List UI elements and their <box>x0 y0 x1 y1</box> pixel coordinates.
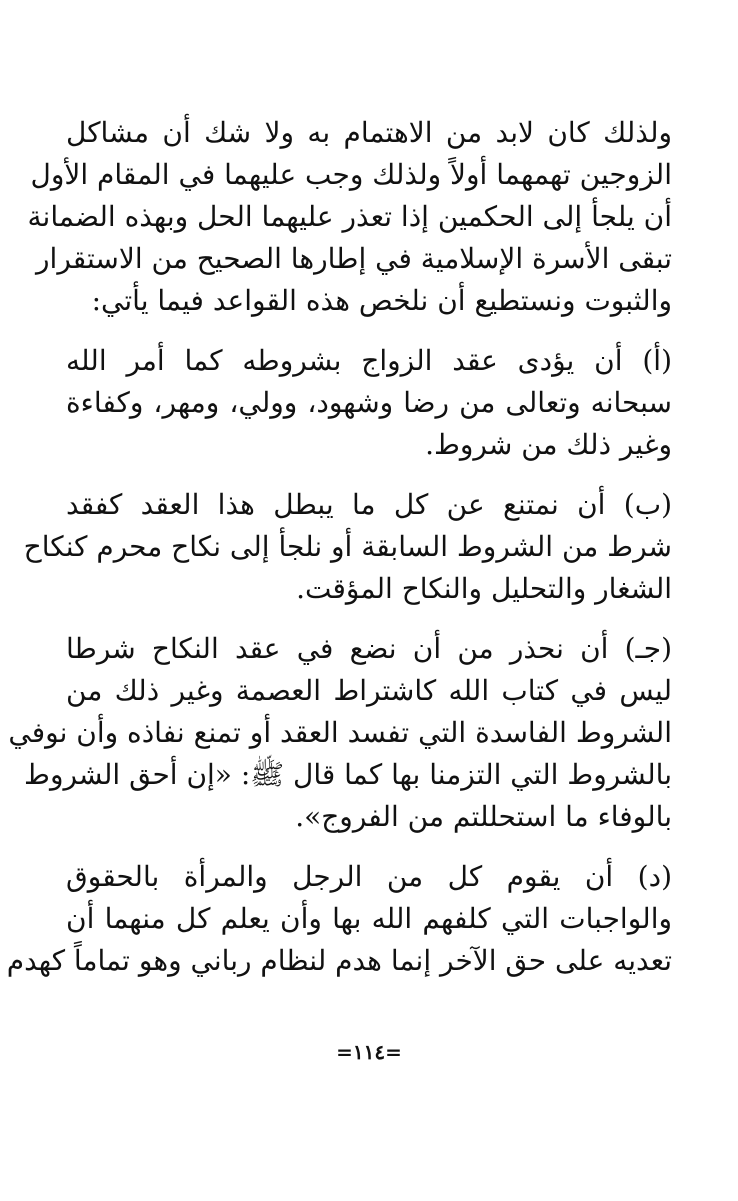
paragraph-item-b <box>23 484 672 610</box>
text-line: والواجبات التي كلفهم الله بها وأن يعلم كل منهما أن <box>66 902 672 935</box>
text-line: الشروط الفاسدة التي تفسد العقد أو تمنع نفاذه وأن نوفي <box>8 716 672 749</box>
paragraph-item-a <box>66 340 672 466</box>
text-line: تعديه على حق الآخر إنما هدم لنظام رباني وهو تماماً كهدم <box>6 944 672 977</box>
text-line: بالوفاء ما استحللتم من الفروج». <box>295 800 672 833</box>
text-line: ليس في كتاب الله كاشتراط العصمة وغير ذلك من <box>66 674 672 707</box>
text-line: أن يلجأ إلى الحكمين إذا تعذر عليهما الحل وبهذه الضمانة <box>27 200 672 233</box>
text-line: (جـ) أن نحذر من أن نضع في عقد النكاح شرطا <box>66 632 672 665</box>
text-line: الزوجين تهمهما أولاً ولذلك وجب عليهما في المقام الأول <box>30 158 672 191</box>
text-line: (د) أن يقوم كل من الرجل والمرأة بالحقوق <box>66 860 672 893</box>
text-line: تبقى الأسرة الإسلامية في إطارها الصحيح من الاستقرار <box>36 242 672 275</box>
text-line: (ب) أن نمتنع عن كل ما يبطل هذا العقد كفقد <box>66 488 672 521</box>
text-line: (أ) أن يؤدى عقد الزواج بشروطه كما أمر الله <box>66 344 672 377</box>
text-line: بالشروط التي التزمنا بها كما قال ﷺ: «إن أحق الشروط <box>24 758 672 791</box>
paragraph-item-d <box>6 856 672 982</box>
paragraph-intro <box>27 112 672 322</box>
text-line: شرط من الشروط السابقة أو نلجأ إلى نكاح محرم كنكاح <box>23 530 672 563</box>
paragraph-item-c <box>8 628 672 838</box>
text-line: ولذلك كان لابد من الاهتمام به ولا شك أن مشاكل <box>66 116 672 149</box>
page-number: =١١٤= <box>336 1040 402 1064</box>
text-line: وغير ذلك من شروط. <box>425 428 672 461</box>
text-line: والثبوت ونستطيع أن نلخص هذه القواعد فيما يأتي: <box>91 284 672 317</box>
text-line: الشغار والتحليل والنكاح المؤقت. <box>296 572 672 605</box>
text-line: سبحانه وتعالى من رضا وشهود، وولي، ومهر، وكفاءة <box>66 386 672 419</box>
page-body <box>6 112 672 1000</box>
